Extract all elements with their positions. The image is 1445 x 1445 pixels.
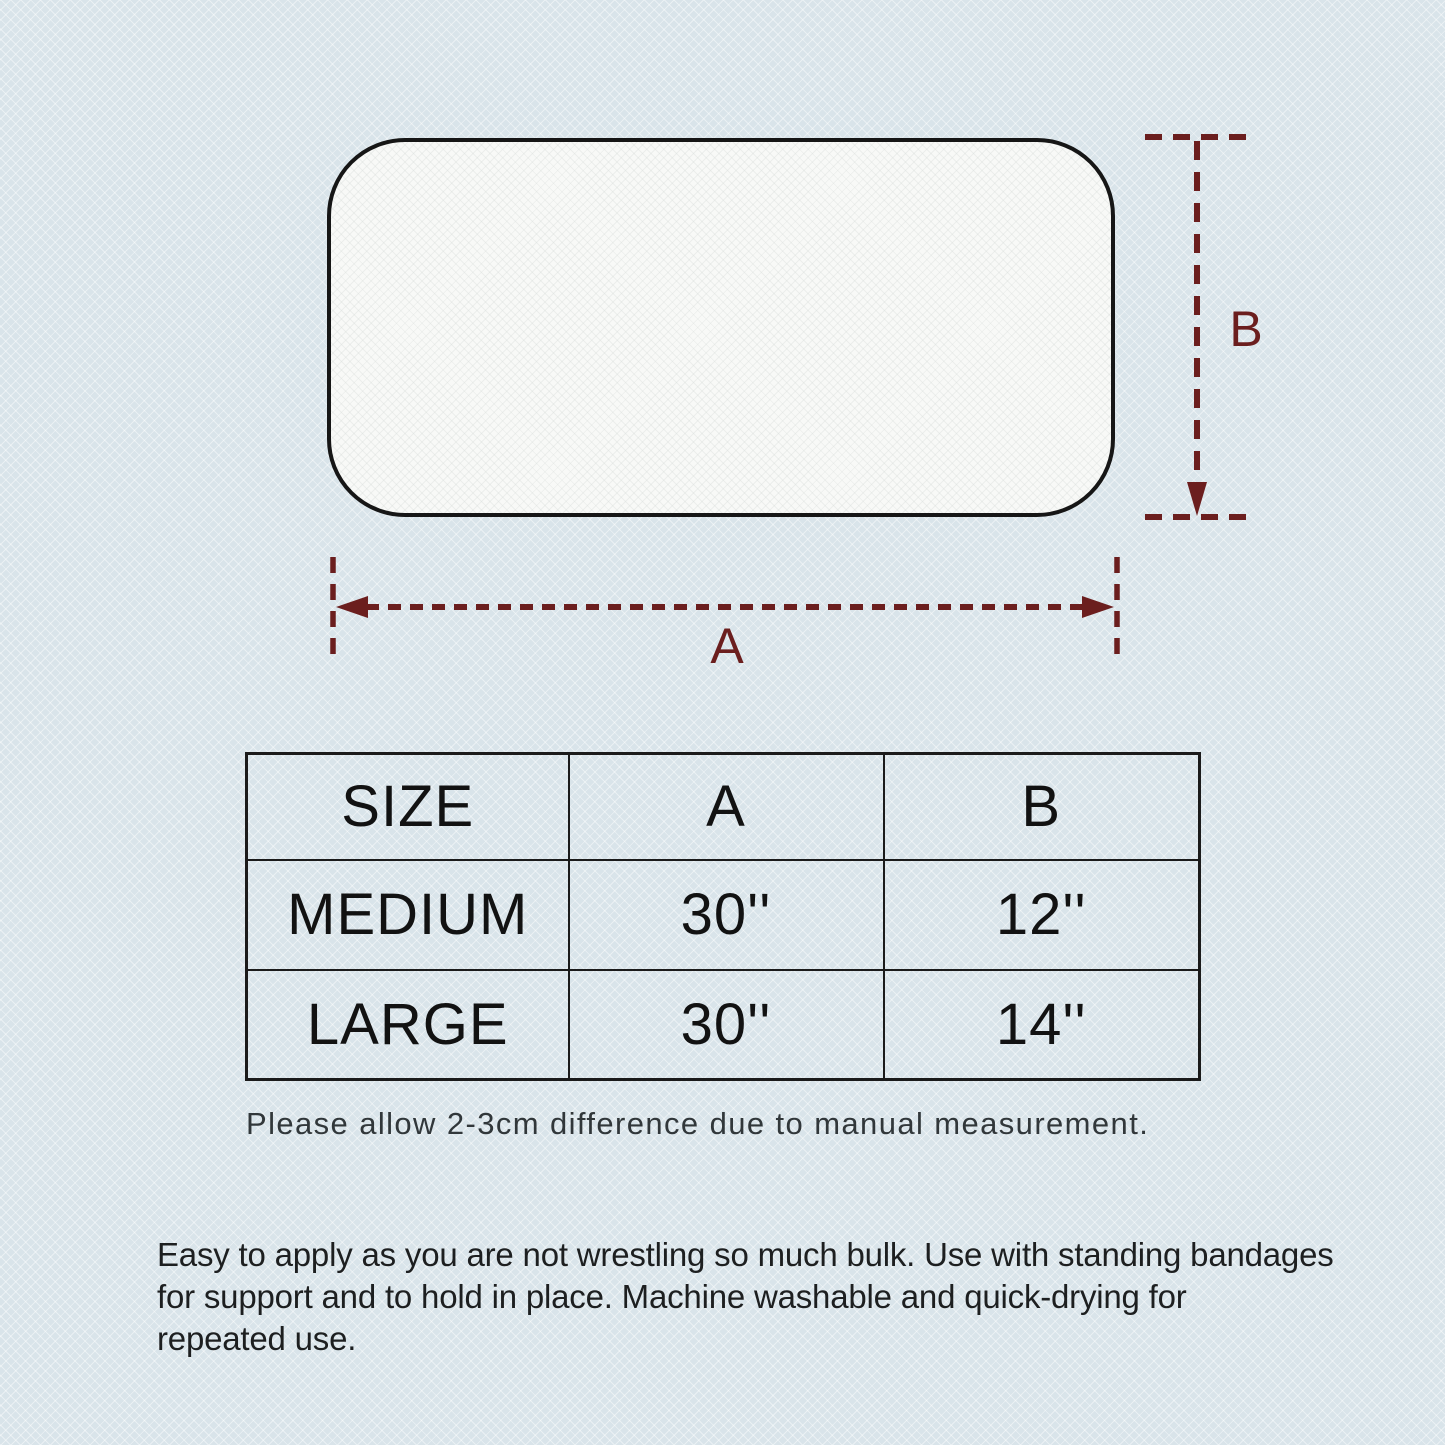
a-dim-left-arrowhead	[336, 596, 368, 618]
description-line: Easy to apply as you are not wrestling so much bulk. Use with standing bandages	[157, 1236, 1334, 1273]
b-dim-arrowhead	[1187, 482, 1207, 516]
header-cell-size: SIZE	[247, 754, 569, 860]
cell-large-b: 14''	[884, 970, 1200, 1080]
cell-large-size: LARGE	[247, 970, 569, 1080]
table-header-row	[247, 754, 1200, 860]
product-description	[157, 1234, 1334, 1360]
cell-medium-a: 30''	[569, 860, 884, 970]
dim-label-b: B	[1229, 301, 1263, 357]
dim-label-a: A	[710, 618, 744, 674]
header-cell-b: B	[884, 754, 1200, 860]
cell-medium-size: MEDIUM	[247, 860, 569, 970]
measurement-note: Please allow 2-3cm difference due to manual measurement.	[246, 1106, 1150, 1141]
table-row-medium	[247, 860, 1200, 970]
description-line: for support and to hold in place. Machine washable and quick-drying for	[157, 1278, 1187, 1315]
size-table	[245, 752, 1201, 1081]
table-row-large	[247, 970, 1200, 1080]
description-line: repeated use.	[157, 1320, 357, 1357]
cell-large-a: 30''	[569, 970, 884, 1080]
cell-medium-b: 12''	[884, 860, 1200, 970]
a-dim-right-arrowhead	[1082, 596, 1114, 618]
header-cell-a: A	[569, 754, 884, 860]
